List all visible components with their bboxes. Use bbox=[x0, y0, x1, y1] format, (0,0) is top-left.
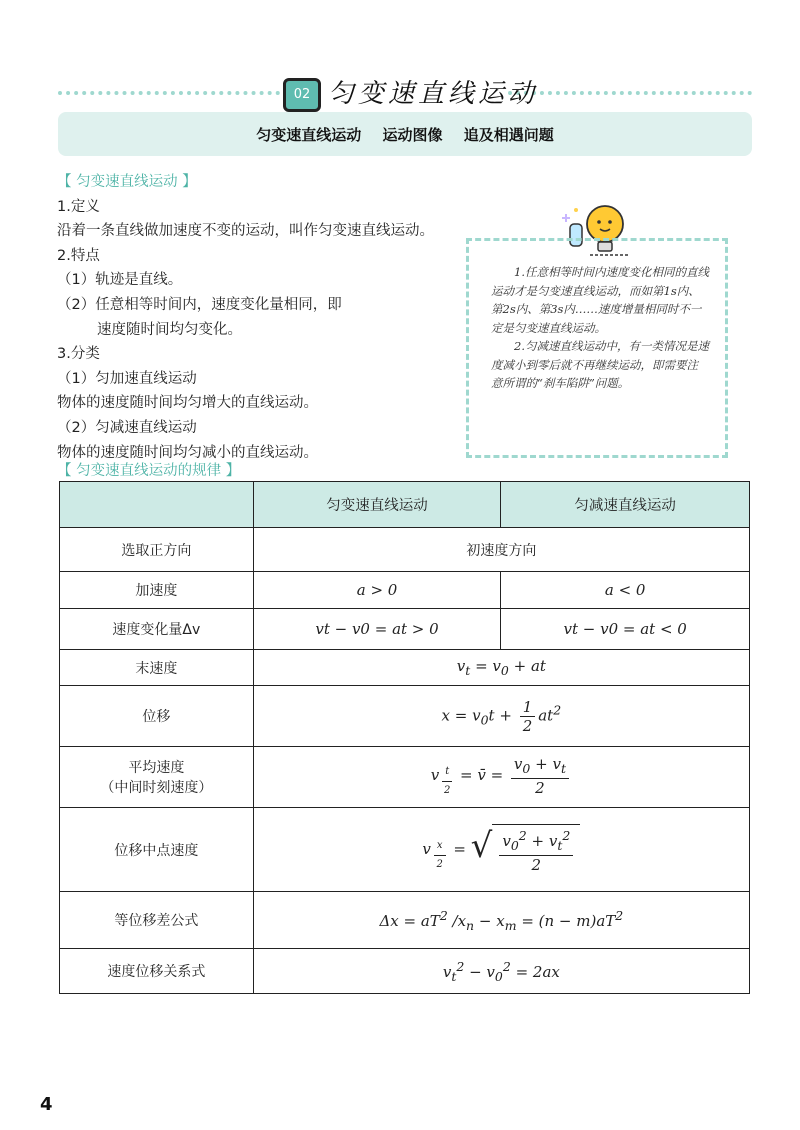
row-label: 速度位移关系式 bbox=[60, 949, 254, 994]
header-dots-right bbox=[508, 91, 752, 95]
class-2-text: 物体的速度随时间均匀减小的直线运动。 bbox=[57, 444, 318, 461]
table-row bbox=[60, 572, 750, 609]
table-header-row bbox=[60, 482, 750, 528]
row-label: 等位移差公式 bbox=[60, 892, 254, 949]
note-paragraph-2: 2.匀减速直线运动中，有一类情况是速度减小到零后就不再继续运动，即需要注意所谓的“刹车陷阱”问题。 bbox=[491, 339, 709, 390]
row-label: 位移 bbox=[60, 686, 254, 747]
topic-1: 匀变速直线运动 bbox=[256, 126, 362, 144]
definition-text: 沿着一条直线做加速度不变的运动，叫作匀变速直线运动。 bbox=[57, 223, 434, 240]
definition-title: 1.定义 bbox=[57, 198, 100, 215]
accel-decel-cell: a < 0 bbox=[501, 572, 750, 609]
table-row bbox=[60, 650, 750, 686]
feature-2-cont: 速度随时间均匀变化。 bbox=[97, 321, 242, 338]
header-decel: 匀减速直线运动 bbox=[501, 482, 750, 528]
velocity-displacement-formula: $v_t^2 - v_0^2 = 2ax$ bbox=[253, 949, 749, 994]
dv-decel-cell: vt − v0 = at < 0 bbox=[501, 609, 750, 650]
header-uniform: 匀变速直线运动 bbox=[253, 482, 501, 528]
feature-1: （1）轨迹是直线。 bbox=[57, 272, 183, 289]
equal-difference-formula: $\Delta x = aT^2$ $/x_n - x_m = (n - m)aT^2$ bbox=[253, 892, 749, 949]
accel-uniform-cell: a > 0 bbox=[253, 572, 501, 609]
table-row bbox=[60, 892, 750, 949]
tip-note-box bbox=[466, 238, 728, 458]
header-empty bbox=[60, 482, 254, 528]
row-label: 选取正方向 bbox=[60, 528, 254, 572]
chapter-title: 匀变速直线运动 bbox=[328, 79, 539, 109]
dv-uniform-cell: vt − v0 = at > 0 bbox=[253, 609, 501, 650]
table-row bbox=[60, 949, 750, 994]
rules-table bbox=[59, 481, 750, 994]
row-value: 初速度方向 bbox=[253, 528, 749, 572]
class-1-text: 物体的速度随时间均匀增大的直线运动。 bbox=[57, 395, 318, 412]
class-1-title: （1）匀加速直线运动 bbox=[57, 370, 197, 387]
header-dots-left bbox=[58, 91, 280, 95]
features-title: 2.特点 bbox=[57, 247, 100, 264]
class-2-title: （2）匀减速直线运动 bbox=[57, 419, 197, 436]
avg-label: 平均速度 bbox=[128, 760, 185, 776]
avg-label-sub: （中间时刻速度） bbox=[100, 780, 213, 796]
table-row bbox=[60, 808, 750, 892]
average-velocity-formula: v $_{\frac{t}{2}}$ = v̄ = $\frac{v_0 + v_t}{2}$ bbox=[253, 747, 749, 808]
section2-heading: 【 匀变速直线运动的规律 】 bbox=[57, 463, 241, 479]
page-number: 4 bbox=[40, 1094, 53, 1115]
table-row bbox=[60, 747, 750, 808]
mid-position-velocity-formula: v $_{\frac{x}{2}}$ = √ $\frac{v_0^2 + v_t^2}{2}$ bbox=[253, 808, 749, 892]
topic-2: 运动图像 bbox=[382, 126, 443, 144]
row-label bbox=[60, 747, 254, 808]
final-velocity-formula: $v_t = v_0$ + at bbox=[253, 650, 749, 686]
table-row bbox=[60, 609, 750, 650]
row-label: 加速度 bbox=[60, 572, 254, 609]
note-paragraph-1: 1.任意相等时间内速度变化相同的直线运动才是匀变速直线运动，而如第1s内、第2s内、第3s内……速度增量相同时不一定是匀变速直线运动。 bbox=[491, 265, 709, 335]
row-label: 末速度 bbox=[60, 650, 254, 686]
displacement-formula: $x = v_0t$ + $\frac{1}{2}$ $at^2$ bbox=[253, 686, 749, 747]
classification-title: 3.分类 bbox=[57, 346, 100, 363]
section1-heading: 【 匀变速直线运动 】 bbox=[57, 174, 197, 190]
row-label: 速度变化量Δv bbox=[60, 609, 254, 650]
table-row bbox=[60, 686, 750, 747]
topic-banner bbox=[58, 112, 752, 156]
table-row bbox=[60, 528, 750, 572]
row-label: 位移中点速度 bbox=[60, 808, 254, 892]
section-number-badge: 02 bbox=[283, 78, 321, 112]
feature-2: （2）任意相等时间内，速度变化量相同，即 bbox=[57, 296, 342, 313]
section1-content bbox=[57, 170, 497, 465]
topic-3: 追及相遇问题 bbox=[463, 126, 554, 144]
